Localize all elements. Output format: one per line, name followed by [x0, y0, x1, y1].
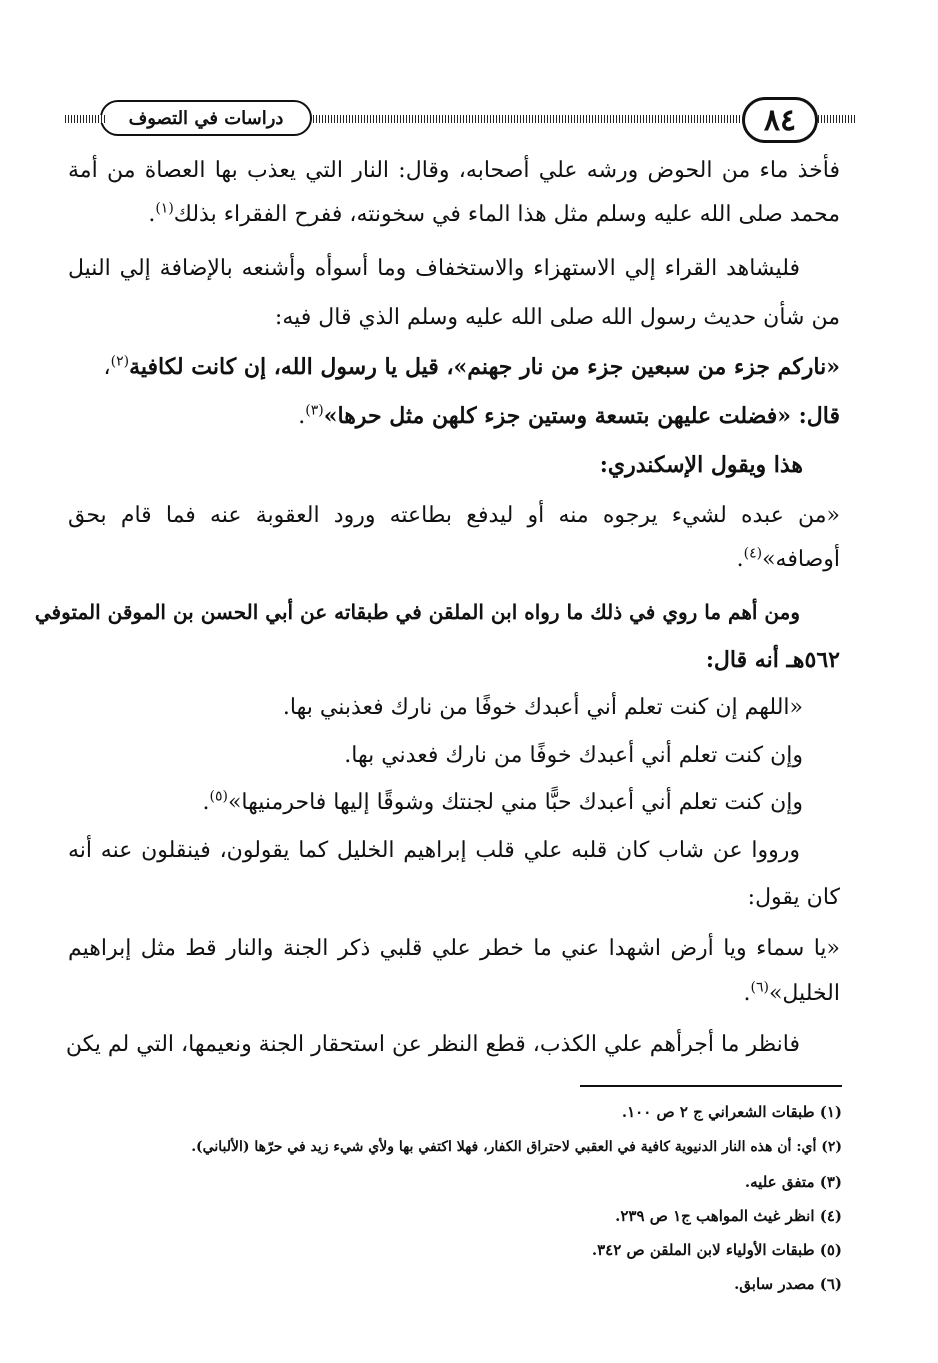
- footnote-ref: (٥): [209, 788, 228, 805]
- text-line: «من عبده لشيء يرجوه منه أو ليدفع بطاعته ورود العقوبة عنه فما قام بحق: [68, 503, 840, 528]
- footnote: (٣) متفق عليه.: [744, 1173, 842, 1191]
- footnote: (٦) مصدر سابق.: [734, 1275, 842, 1293]
- text-line: قال: «فضلت عليهن بتسعة وستين جزء كلهن مثل حرها»$^{(٣)}$.: [298, 402, 840, 429]
- text-line: «اللهم إن كنت تعلم أني أعبدك خوفًا من نارك فعذبني بها.: [282, 695, 803, 720]
- header-ornament-middle: [310, 115, 740, 123]
- text-line: «ناركم جزء من سبعين جزء من نار جهنم»، قيل يا رسول الله، إن كانت لكافية$^{(٢)}$،: [103, 353, 840, 380]
- footnote-ref: (١): [155, 200, 174, 217]
- text-line: وإن كنت تعلم أني أعبدك حبًّا مني لجنتك وشوقًا إليها فاحرمنيها»$^{(٥)}$.: [202, 788, 803, 815]
- footnote-divider: [580, 1085, 842, 1087]
- footnote: (٤) انظر غيث المواهب ج١ ص ٢٣٩.: [615, 1207, 842, 1225]
- text-line: ومن أهم ما روي في ذلك ما رواه ابن الملقن في طبقاته عن أبي الحسن بن الموقن المتوفي: [34, 600, 800, 624]
- footnote-ref: (٤): [743, 545, 763, 562]
- book-title-badge: [100, 100, 312, 136]
- footnote: (٢) أي: أن هذه النار الدنيوية كافية في العقبي لاحتراق الكفار، فهلا اكتفي بها ولأي شيء زيد في حرّها (الألباني).: [191, 1139, 842, 1155]
- text-line: فانظر ما أجرأهم علي الكذب، قطع النظر عن استحقار الجنة ونعيمها، التي لم يكن: [65, 1032, 800, 1057]
- text-line: أوصافه»$^{(٤)}$.: [736, 545, 840, 572]
- header-ornament-right: [815, 115, 855, 123]
- footnote-ref: (٣): [305, 402, 324, 419]
- page-number-badge: [742, 97, 818, 143]
- text-line: ٥٦٢هـ أنه قال:: [705, 647, 840, 673]
- text-line: ورووا عن شاب كان قلبه علي قلب إبراهيم الخليل كما يقولون، فينقلون عنه أنه: [68, 838, 800, 863]
- text-line: من شأن حديث رسول الله صلى الله عليه وسلم الذي قال فيه:: [274, 305, 840, 330]
- text-line: فأخذ ماء من الحوض ورشه علي أصحابه، وقال: النار التي يعذب بها العصاة من أمة: [68, 158, 840, 183]
- text-line: هذا ويقول الإسكندري:: [599, 452, 803, 478]
- footnote-ref: (٦): [750, 979, 769, 996]
- text-line: فليشاهد القراء إلي الاستهزاء والاستخفاف وما أسوأه وأشنعه بالإضافة إلي النيل: [68, 256, 800, 281]
- text-line: الخليل»$^{(٦)}$.: [743, 979, 840, 1006]
- text-line: محمد صلى الله عليه وسلم مثل هذا الماء في سخونته، ففرح الفقراء بذلك$^{(١)}$.: [148, 200, 840, 227]
- book-title: دراسات في التصوف: [128, 107, 284, 129]
- text-line: «يا سماء ويا أرض اشهدا عني ما خطر علي قلبي ذكر الجنة والنار قط مثل إبراهيم: [68, 936, 840, 961]
- page-number: ٨٤: [763, 102, 797, 138]
- text-line: كان يقول:: [747, 885, 840, 910]
- footnote: (٥) طبقات الأولياء لابن الملقن ص ٣٤٢.: [591, 1241, 842, 1259]
- footnote-ref: (٢): [110, 353, 130, 370]
- text-line: وإن كنت تعلم أني أعبدك خوفًا من نارك فعدني بها.: [344, 743, 803, 768]
- header-ornament-left: [65, 115, 105, 123]
- footnote: (١) طبقات الشعراني ج ٢ ص ١٠٠.: [621, 1103, 842, 1121]
